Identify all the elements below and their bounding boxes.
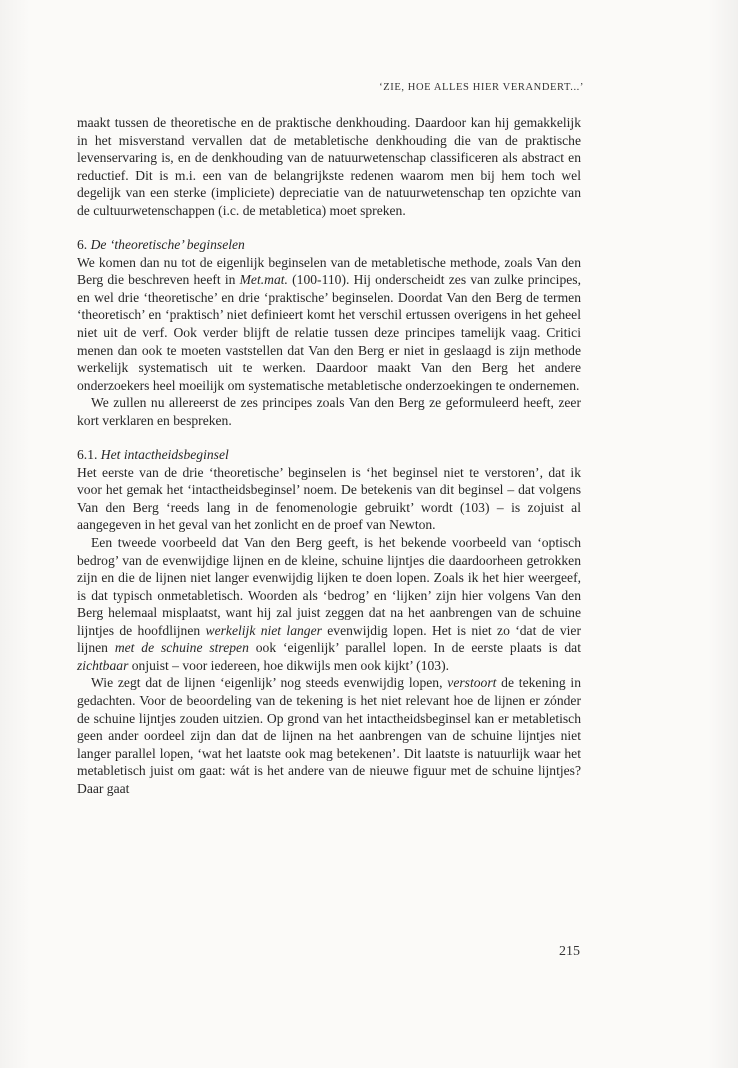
text-run: We komen dan nu tot de eigenlijk beginselen van de metabletische methode, zoals Van den Berg die beschreven heeft in <box>77 254 581 288</box>
section-title: Het intactheidsbeginsel <box>100 447 229 463</box>
text-run-italic: met de schuine strepen <box>114 640 249 656</box>
paragraph: maakt tussen de theoretische en de praktische denkhouding. Daardoor kan hij gemakkelijk in het misverstand vervallen dat de metabletische denkhouding die van de praktische levenservaring is, en de denkhouding van de natuurwetenschap classificeren als abstract en reductief. Dit is m.i. een van de belangrijkste redenen waarom men bij hem toch wel degelijk van een sterke (impliciete) depreciatie van de natuurwetenschap ten opzichte van de cultuurwetenschappen (i.c. de metabletica) moet spreken. <box>77 115 581 218</box>
section-heading-6 <box>77 236 581 254</box>
page-number: 215 <box>559 944 580 959</box>
text-run: (100-110). Hij onderscheidt zes van zulke principes, en wel drie ‘theoretische’ en drie ‘praktische’ beginselen. Doordat Van den Berg de termen ‘theoretisch’ en ‘praktisch’ niet definieert komt het verschil ertussen overigens in het geheel niet uit de verf. Ook verder blijft de relatie tussen deze principes tamelijk vaag. Critici menen dan ook te moeten vaststellen dat Van den Berg er niet in geslaagd is zijn methode werkelijk systematisch uit te werken. Daardoor maakt Van den Berg het andere onderzoekers heel moeilijk om systematische metabletische onderzoekingen te ondernemen. <box>77 272 581 393</box>
paragraph <box>77 674 581 797</box>
text-run: ook ‘eigenlijk’ parallel lopen. In de eerste plaats is dat <box>248 640 581 656</box>
body-text <box>77 114 581 797</box>
text-run: de tekening in gedachten. Voor de beoordeling van de tekening is het niet relevant hoe de lijnen er zónder de schuine lijntjes zouden uitzien. Op grond van het intactheidsbeginsel kan er metabletisch geen ander oordeel zijn dan dat de lijnen na het aanbrengen van de schuine lijntjes niet langer parallel lopen, ‘wat het laatste ook mag betekenen’. Dit laatste is natuurlijk waar het metabletisch juist om gaat: wát is het andere van de nieuwe figuur met de schuine lijntjes? Daar gaat <box>77 675 581 796</box>
section-number: 6. <box>77 237 91 253</box>
text-run: onjuist – voor iedereen, hoe dikwijls men ook kijkt’ (103). <box>128 657 450 673</box>
text-run: Wie zegt dat de lijnen ‘eigenlijk’ nog steeds evenwijdig lopen, <box>91 675 448 691</box>
section-title: De ‘theoretische’ beginselen <box>90 237 245 253</box>
paragraph <box>77 534 581 674</box>
text-run-italic: werkelijk niet langer <box>205 622 322 638</box>
text-run: Een tweede voorbeeld dat Van den Berg geeft, is het bekende voorbeeld van ‘optisch bedrog’ van de evenwijdige lijnen en de kleine, schuine lijntjes die daardoorheen getrokken zijn en die de lijnen niet langer evenwijdig lijken te doen lopen. Zoals ik het hier weergeef, is dat typisch onmetabletisch. Woorden als ‘bedrog’ en ‘lijken’ zijn hier volgens Van den Berg helemaal misplaatst, want hij zal juist zeggen dat na het aanbrengen van de schuine lijntjes de hoofdlijnen <box>77 535 581 638</box>
text-run-italic: Met.mat. <box>239 272 288 288</box>
running-header: ‘ZIE, HOE ALLES HIER VERANDERT...’ <box>379 82 584 93</box>
section-number: 6.1. <box>77 447 101 463</box>
paragraph: We zullen nu allereerst de zes principes zoals Van den Berg ze geformuleerd heeft, zeer kort verklaren en bespreken. <box>77 395 581 428</box>
section-heading-6-1 <box>77 446 581 464</box>
text-run: evenwijdig lopen. Het is niet zo ‘dat de vier lijnen <box>77 622 581 656</box>
paragraph <box>77 254 581 394</box>
paragraph: Het eerste van de drie ‘theoretische’ beginselen is ‘het beginsel niet te verstoren’, dat ik voor het gemak het ‘intactheidsbeginsel’ noem. De betekenis van dit beginsel – dat volgens Van den Berg ‘reeds lang in de fenomenologie gebruikt’ wordt (103) – is zojuist al aangegeven in het geval van het zonlicht en de proef van Newton. <box>77 464 581 533</box>
text-run-italic: zichtbaar <box>77 657 129 673</box>
text-run-italic: verstoort <box>447 675 497 691</box>
